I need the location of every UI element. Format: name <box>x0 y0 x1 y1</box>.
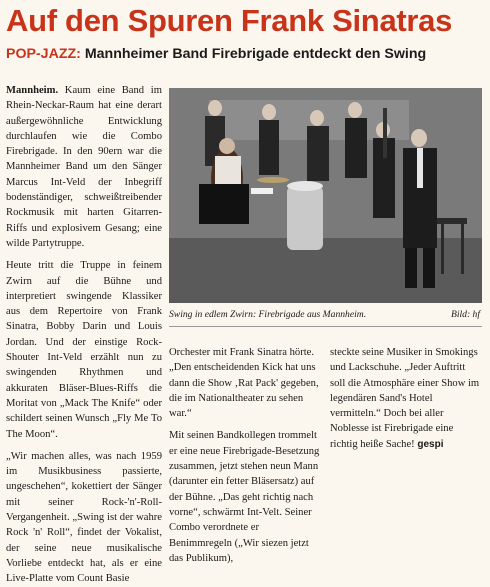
band-photo <box>169 88 482 303</box>
article-column-2 <box>169 345 323 566</box>
subheadline-kicker: POP-JAZZ: <box>6 46 81 62</box>
divider <box>169 326 482 327</box>
photo-credit: Bild: hf <box>450 309 480 320</box>
article-paragraph: Orchester mit Frank Sinatra hörte. „Den entscheidenden Kick hat uns dann die Show ‚Rat Pack' gegeben, die im Nationaltheater zu sehen war.“ <box>169 347 319 420</box>
paragraph-text: Kaum eine Band im Rhein-Neckar-Raum hat eine derart außergewöhnliche Entwicklung durchlaufen wie die Combo Firebrigade. In den 90ern war die Mannheimer Band um den Sänger Marcus Int-Veld der Inbegriff bodenständiger, schweißtreibender Rockmusik mit harten Gitarren-Riffs und explosivem Gesang; eine wilde Partytruppe. <box>6 85 162 249</box>
article-paragraph: Heute tritt die Truppe in feinem Zwirn auf die Bühne und interpretiert swingende Klassiker aus dem Repertoire von Frank Sinatra, Bobby Darin und Louis Jordan. Und der einstige Rock-Shouter Int-Veld erzählt nun zu swingenden Rhythmen und akkuraten Bläser-Blues-Riffs die Moritat von „Mack The Knife“ oder schildert seinen Wunsch „Fly Me To The Moon“. <box>6 260 162 440</box>
article-column-1 <box>6 83 162 587</box>
article-column-3 <box>330 345 482 452</box>
subheadline-text: Mannheimer Band Firebrigade entdeckt den Swing <box>84 46 427 62</box>
headline: Auf den Spuren Frank Sinatras <box>6 3 453 38</box>
author-signature: gespi <box>417 438 444 450</box>
paragraph-text: steckte seine Musiker in Smokings und Lackschuhe. „Jeder Auftritt soll die Atmosphäre einer Show im legendären Sand's Hotel vermitteln.“ Doch bei aller Noblesse ist Firebrigade eine richtig heiße Sache! <box>330 347 480 450</box>
band-photo-image <box>169 88 482 303</box>
article-paragraph: Mit seinen Bandkollegen trommelt er eine neue Firebrigade-Besetzung zusammen, jetzt stehen neun Mann (darunter ein fetter Bläsersatz) auf der Bühne. „Das geht richtig nach vorne“, schwärmt Int-Velt. Seiner Combo verordnete er Benimmregeln („Wir siezen jetzt das Publikum), <box>169 430 320 564</box>
dateline: Mannheim. <box>6 85 59 96</box>
photo-caption <box>169 309 482 321</box>
article-paragraph <box>6 83 162 251</box>
caption-text: Swing in edlem Zwirn: Firebrigade aus Mannheim. <box>169 309 367 320</box>
article-paragraph <box>330 345 482 452</box>
subheadline <box>6 44 486 64</box>
article-paragraph: „Wir machen alles, was nach 1959 im Musikbusiness passierte, ungeschehen“, kokettiert der Sänger mit seiner Rock-'n'-Roll-Vergangenheit. „Swing ist der wahre Rock 'n' Roll“, findet der Vokalist, der seine neue musikalische Vorliebe entdeckt hat, als er eine Live-Platte vom Count Basie <box>6 450 162 585</box>
